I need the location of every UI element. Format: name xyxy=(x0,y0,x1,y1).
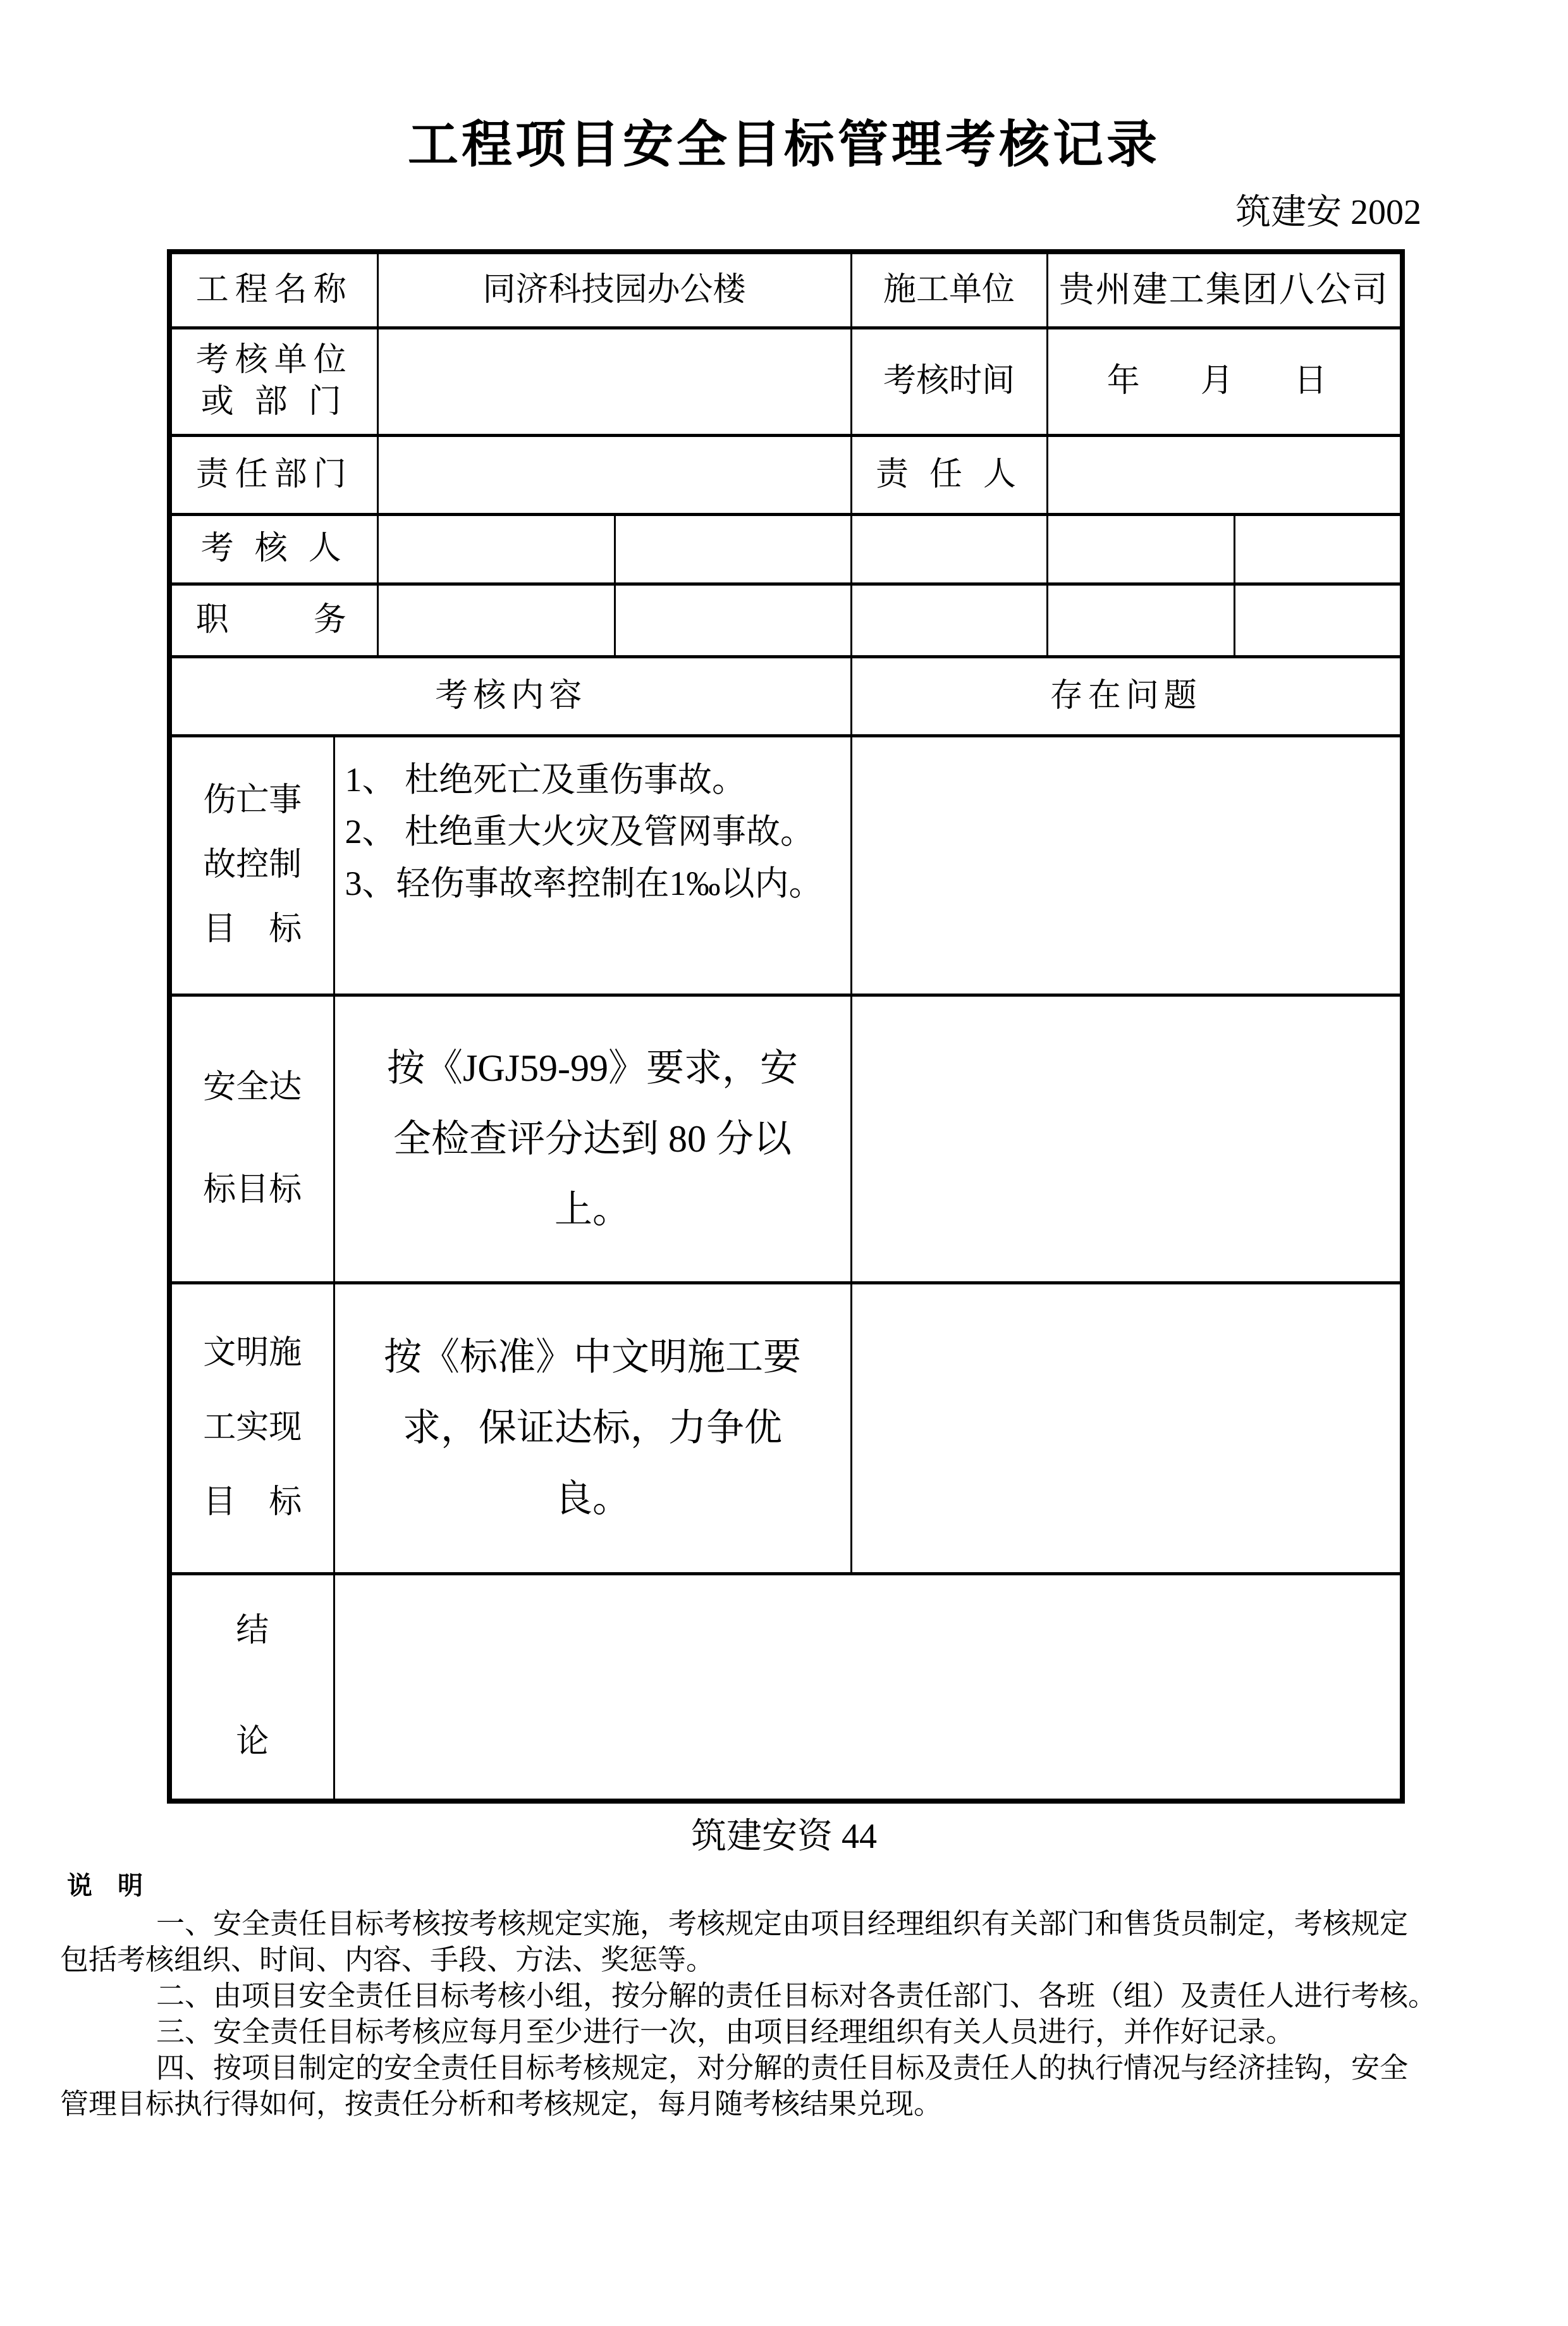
assessor-cell-5 xyxy=(1234,514,1402,584)
existing-problems-header: 存在问题 xyxy=(851,656,1402,735)
safety-standard-label xyxy=(169,995,334,1283)
project-name-label: 工程名称 xyxy=(169,252,377,328)
civilized-construction-label-line3: 目 标 xyxy=(203,1484,302,1520)
assessment-table xyxy=(167,249,1405,1804)
position-cell-3 xyxy=(851,584,1047,656)
assessing-unit-label-line2: 或 部 门 xyxy=(200,384,348,420)
table-row xyxy=(169,584,1402,656)
assessment-content-header: 考核内容 xyxy=(169,656,851,735)
construction-unit-value: 贵州建工集团八公司 xyxy=(1047,252,1402,328)
conclusion-label-lines xyxy=(172,1610,333,1763)
responsible-person-value-cell xyxy=(1047,435,1402,514)
table-row xyxy=(169,328,1402,435)
assessment-date-value: 年 月 日 xyxy=(1047,328,1402,435)
assessing-unit-value-cell xyxy=(377,328,851,435)
safety-standard-label-line1: 安全达 xyxy=(203,1069,302,1105)
casualty-goal-item-3: 3、轻伤事故率控制在1‰以内。 xyxy=(345,864,823,902)
table-row xyxy=(169,995,1402,1283)
casualty-goal-problems-cell xyxy=(851,735,1402,995)
project-name-value: 同济科技园办公楼 xyxy=(377,252,851,328)
assessing-unit-label xyxy=(169,328,377,435)
civilized-construction-label-line1: 文明施 xyxy=(203,1335,302,1371)
table-row xyxy=(169,1573,1402,1801)
casualty-goal-item-2: 2、 杜绝重大火灾及管网事故。 xyxy=(345,812,814,851)
safety-standard-content-line1: 按《JGJ59-99》要求，安 xyxy=(387,1047,799,1089)
civilized-construction-problems-cell xyxy=(851,1283,1402,1573)
responsible-person-label: 责 任 人 xyxy=(851,435,1047,514)
casualty-goal-label xyxy=(169,735,334,995)
assessor-cell-4 xyxy=(1047,514,1234,584)
table-row xyxy=(169,656,1402,735)
position-cell-4 xyxy=(1047,584,1234,656)
assessor-cell-1 xyxy=(377,514,615,584)
doc-code: 筑建安 2002 xyxy=(1235,193,1421,232)
civilized-construction-label xyxy=(169,1283,334,1573)
notes-section xyxy=(60,1906,1533,2122)
table-row xyxy=(169,735,1402,995)
assessor-cell-3 xyxy=(851,514,1047,584)
civilized-construction-content xyxy=(334,1283,851,1573)
assessing-unit-label-line1: 考核单位 xyxy=(195,342,353,378)
footer-code: 筑建安资 44 xyxy=(691,1817,877,1856)
safety-standard-problems-cell xyxy=(851,995,1402,1283)
conclusion-label-line1: 结 xyxy=(236,1613,269,1649)
safety-standard-label-line2: 标目标 xyxy=(203,1171,302,1208)
casualty-goal-label-line3: 目 标 xyxy=(203,911,302,947)
safety-standard-content-line2: 全检查评分达到 80 分以 xyxy=(393,1117,792,1160)
note-line-6: 管理目标执行得如何，按责任分析和考核规定，每月随考核结果兑现。 xyxy=(60,2088,943,2120)
page-title: 工程项目安全目标管理考核记录 xyxy=(408,118,1160,173)
notes-heading: 说 明 xyxy=(67,1872,143,1900)
civilized-construction-content-line1: 按《标准》中文明施工要 xyxy=(384,1336,802,1378)
civilized-construction-content-line3: 良。 xyxy=(554,1478,631,1520)
note-line-1: 一、安全责任目标考核按考核规定实施，考核规定由项目经理组织有关部门和售货员制定，考核规定 xyxy=(156,1908,1409,1940)
casualty-goal-label-line1: 伤亡事 xyxy=(203,782,302,818)
note-line-4: 三、安全责任目标考核应每月至少进行一次，由项目经理组织有关人员进行，并作好记录。 xyxy=(156,2016,1295,2048)
assessment-time-label: 考核时间 xyxy=(851,328,1047,435)
construction-unit-label: 施工单位 xyxy=(851,252,1047,328)
casualty-goal-item-1: 1、 杜绝死亡及重伤事故。 xyxy=(345,760,746,799)
table-row xyxy=(169,435,1402,514)
position-cell-5 xyxy=(1234,584,1402,656)
note-line-3: 二、由项目安全责任目标考核小组，按分解的责任目标对各责任部门、各班（组）及责任人进行考核。 xyxy=(156,1980,1437,2012)
responsible-dept-value-cell xyxy=(377,435,851,514)
civilized-construction-label-line2: 工实现 xyxy=(203,1410,302,1446)
position-cell-1 xyxy=(377,584,615,656)
note-line-5: 四、按项目制定的安全责任目标考核规定，对分解的责任目标及责任人的执行情况与经济挂钩，安全 xyxy=(156,2052,1409,2084)
civilized-construction-content-line2: 求，保证达标，力争优 xyxy=(403,1407,783,1449)
safety-standard-content xyxy=(334,995,851,1283)
position-cell-2 xyxy=(615,584,851,656)
conclusion-value-cell xyxy=(334,1573,1402,1801)
conclusion-label-line2: 论 xyxy=(236,1724,269,1761)
assessor-cell-2 xyxy=(615,514,851,584)
safety-standard-content-line3: 上。 xyxy=(554,1188,631,1231)
casualty-goal-label-line2: 故控制 xyxy=(203,847,302,883)
responsible-dept-label: 责任部门 xyxy=(169,435,377,514)
casualty-goal-items xyxy=(334,735,851,995)
note-line-2: 包括考核组织、时间、内容、手段、方法、奖惩等。 xyxy=(60,1944,715,1976)
table-row xyxy=(169,514,1402,584)
table-row xyxy=(169,1283,1402,1573)
safety-standard-label-lines xyxy=(172,1067,333,1211)
table-row xyxy=(169,252,1402,328)
position-label: 职 务 xyxy=(169,584,377,656)
assessor-label: 考 核 人 xyxy=(169,514,377,584)
conclusion-label xyxy=(169,1573,334,1801)
